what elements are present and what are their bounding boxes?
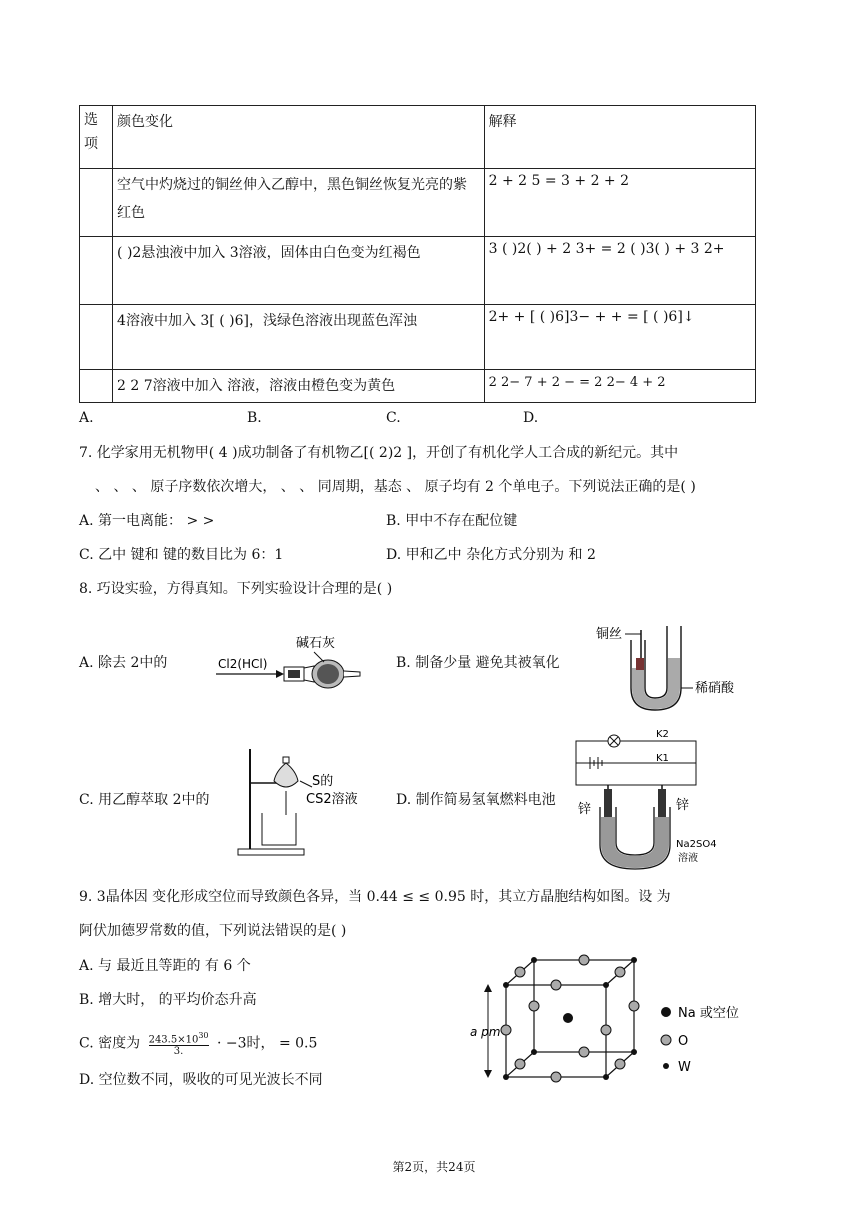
legend-w: W <box>678 1060 691 1075</box>
legend-na: Na 或空位 <box>678 1006 739 1021</box>
q9-stem-line1: 9. 3晶体因 变化形成空位而导致颜色各异，当 0.44 ≤ ≤ 0.95 时，其立方晶胞结构如图。设 为 <box>79 889 671 905</box>
q9-c-fraction <box>149 1030 209 1057</box>
q6-option-d: D. <box>523 410 539 426</box>
q8-stem: 8. 巧设实验，方得真知。下列实验设计合理的是( ) <box>79 581 393 597</box>
fig-b-acid-label: 稀硝酸 <box>695 681 735 696</box>
fig-d-right-electrode: 锌 <box>676 798 690 813</box>
q7-option-d: D. 甲和乙中 杂化方式分别为 和 2 <box>386 547 596 563</box>
row3-option <box>80 305 113 370</box>
fig-a-reagent-label: 碱石灰 <box>296 636 336 651</box>
row1-color: 空气中灼烧过的铜丝伸入乙醇中，黑色铜丝恢复光亮的紫红色 <box>113 169 485 237</box>
q8-figure-d-fuel-cell <box>572 727 732 872</box>
fig-d-solution2: 溶液 <box>678 853 698 864</box>
fig-c-label2: CS2溶液 <box>306 792 358 807</box>
q9-c-suffix: · −3时， = 0.5 <box>216 1035 318 1052</box>
q8-option-c: C. 用乙醇萃取 2中的 <box>79 792 210 808</box>
fig-b-wire-label: 铜丝 <box>596 627 623 642</box>
q8-option-b: B. 制备少量 避免其被氧化 <box>396 655 560 671</box>
row2-option <box>80 237 113 305</box>
q7-option-c: C. 乙中 键和 键的数目比为 6：1 <box>79 547 284 563</box>
q7-stem-line1: 7. 化学家用无机物甲( 4 )成功制备了有机物乙[( 2)2 ]，开创了有机化学人工合成的新纪元。其中 <box>79 445 679 461</box>
row2-color: ( )2悬浊液中加入 3溶液，固体由白色变为红褐色 <box>113 237 485 305</box>
fig-d-k1-label: K1 <box>656 753 669 764</box>
fig-d-left-electrode: 锌 <box>578 802 592 817</box>
q9-c-denominator: 3. <box>173 1046 184 1058</box>
q9-c-prefix: C. 密度为 <box>79 1035 141 1052</box>
row4-color: 2 2 7溶液中加入 溶液，溶液由橙色变为黄色 <box>113 370 485 403</box>
row4-explain: 2 2− 7 + 2 − = 2 2− 4 + 2 <box>484 370 755 403</box>
header-option: 选项 <box>80 106 113 169</box>
q9-option-b: B. 增大时， 的平均价态升高 <box>79 992 257 1008</box>
q8-option-d: D. 制作简易氢氧燃料电池 <box>396 792 556 808</box>
fig-d-solution1: Na2SO4 <box>676 839 717 850</box>
q9-option-d: D. 空位数不同，吸收的可见光波长不同 <box>79 1072 323 1088</box>
header-color: 颜色变化 <box>113 106 485 169</box>
fig-d-k2-label: K2 <box>656 729 669 740</box>
q7-stem-line2: 、 、 、 原子序数依次增大， 、 、 同周期，基态 、 原子均有 2 个单电子。下列说法正确的是( ) <box>95 479 696 495</box>
fig-edge-label: a pm <box>470 1025 501 1039</box>
q8-figure-b-utube <box>595 618 775 713</box>
q9-crystal-cell-figure <box>466 950 786 1085</box>
row2-explain: 3 ( )2( ) + 2 3+ = 2 ( )3( ) + 3 2+ <box>484 237 755 305</box>
q6-option-b: B. <box>247 410 262 426</box>
q6-option-a: A. <box>79 410 94 426</box>
fig-a-gas-label: Cl2(HCl) <box>218 657 268 671</box>
q8-option-a: A. 除去 2中的 <box>79 655 168 671</box>
q7-option-b: B. 甲中不存在配位键 <box>386 513 518 529</box>
q9-c-exponent: 30 <box>198 1031 209 1040</box>
q7-option-a: A. 第一电离能： > > <box>79 513 215 529</box>
row3-explain: 2+ + [ ( )6]3− + + = [ ( )6]↓ <box>484 305 755 370</box>
q9-stem-line2: 阿伏加德罗常数的值，下列说法错误的是( ) <box>79 923 347 939</box>
q9-c-numerator: 243.5×10 <box>148 1034 199 1046</box>
q8-figure-a-drying-tube <box>208 630 368 690</box>
header-explain: 解释 <box>484 106 755 169</box>
row1-option <box>80 169 113 237</box>
fig-c-label1: S的 <box>312 774 334 789</box>
options-table <box>79 105 756 403</box>
row1-explain: 2 + 2 5 = 3 + 2 + 2 <box>484 169 755 237</box>
page-footer: 第2页，共24页 <box>392 1160 476 1174</box>
row3-color: 4溶液中加入 3[ ( )6]，浅绿色溶液出现蓝色浑浊 <box>113 305 485 370</box>
legend-o: O <box>678 1034 689 1049</box>
q6-option-c: C. <box>386 410 401 426</box>
q8-figure-c-funnel <box>236 745 376 857</box>
q9-option-c <box>79 1030 317 1057</box>
q9-option-a: A. 与 最近且等距的 有 6 个 <box>79 958 251 974</box>
row4-option <box>80 370 113 403</box>
